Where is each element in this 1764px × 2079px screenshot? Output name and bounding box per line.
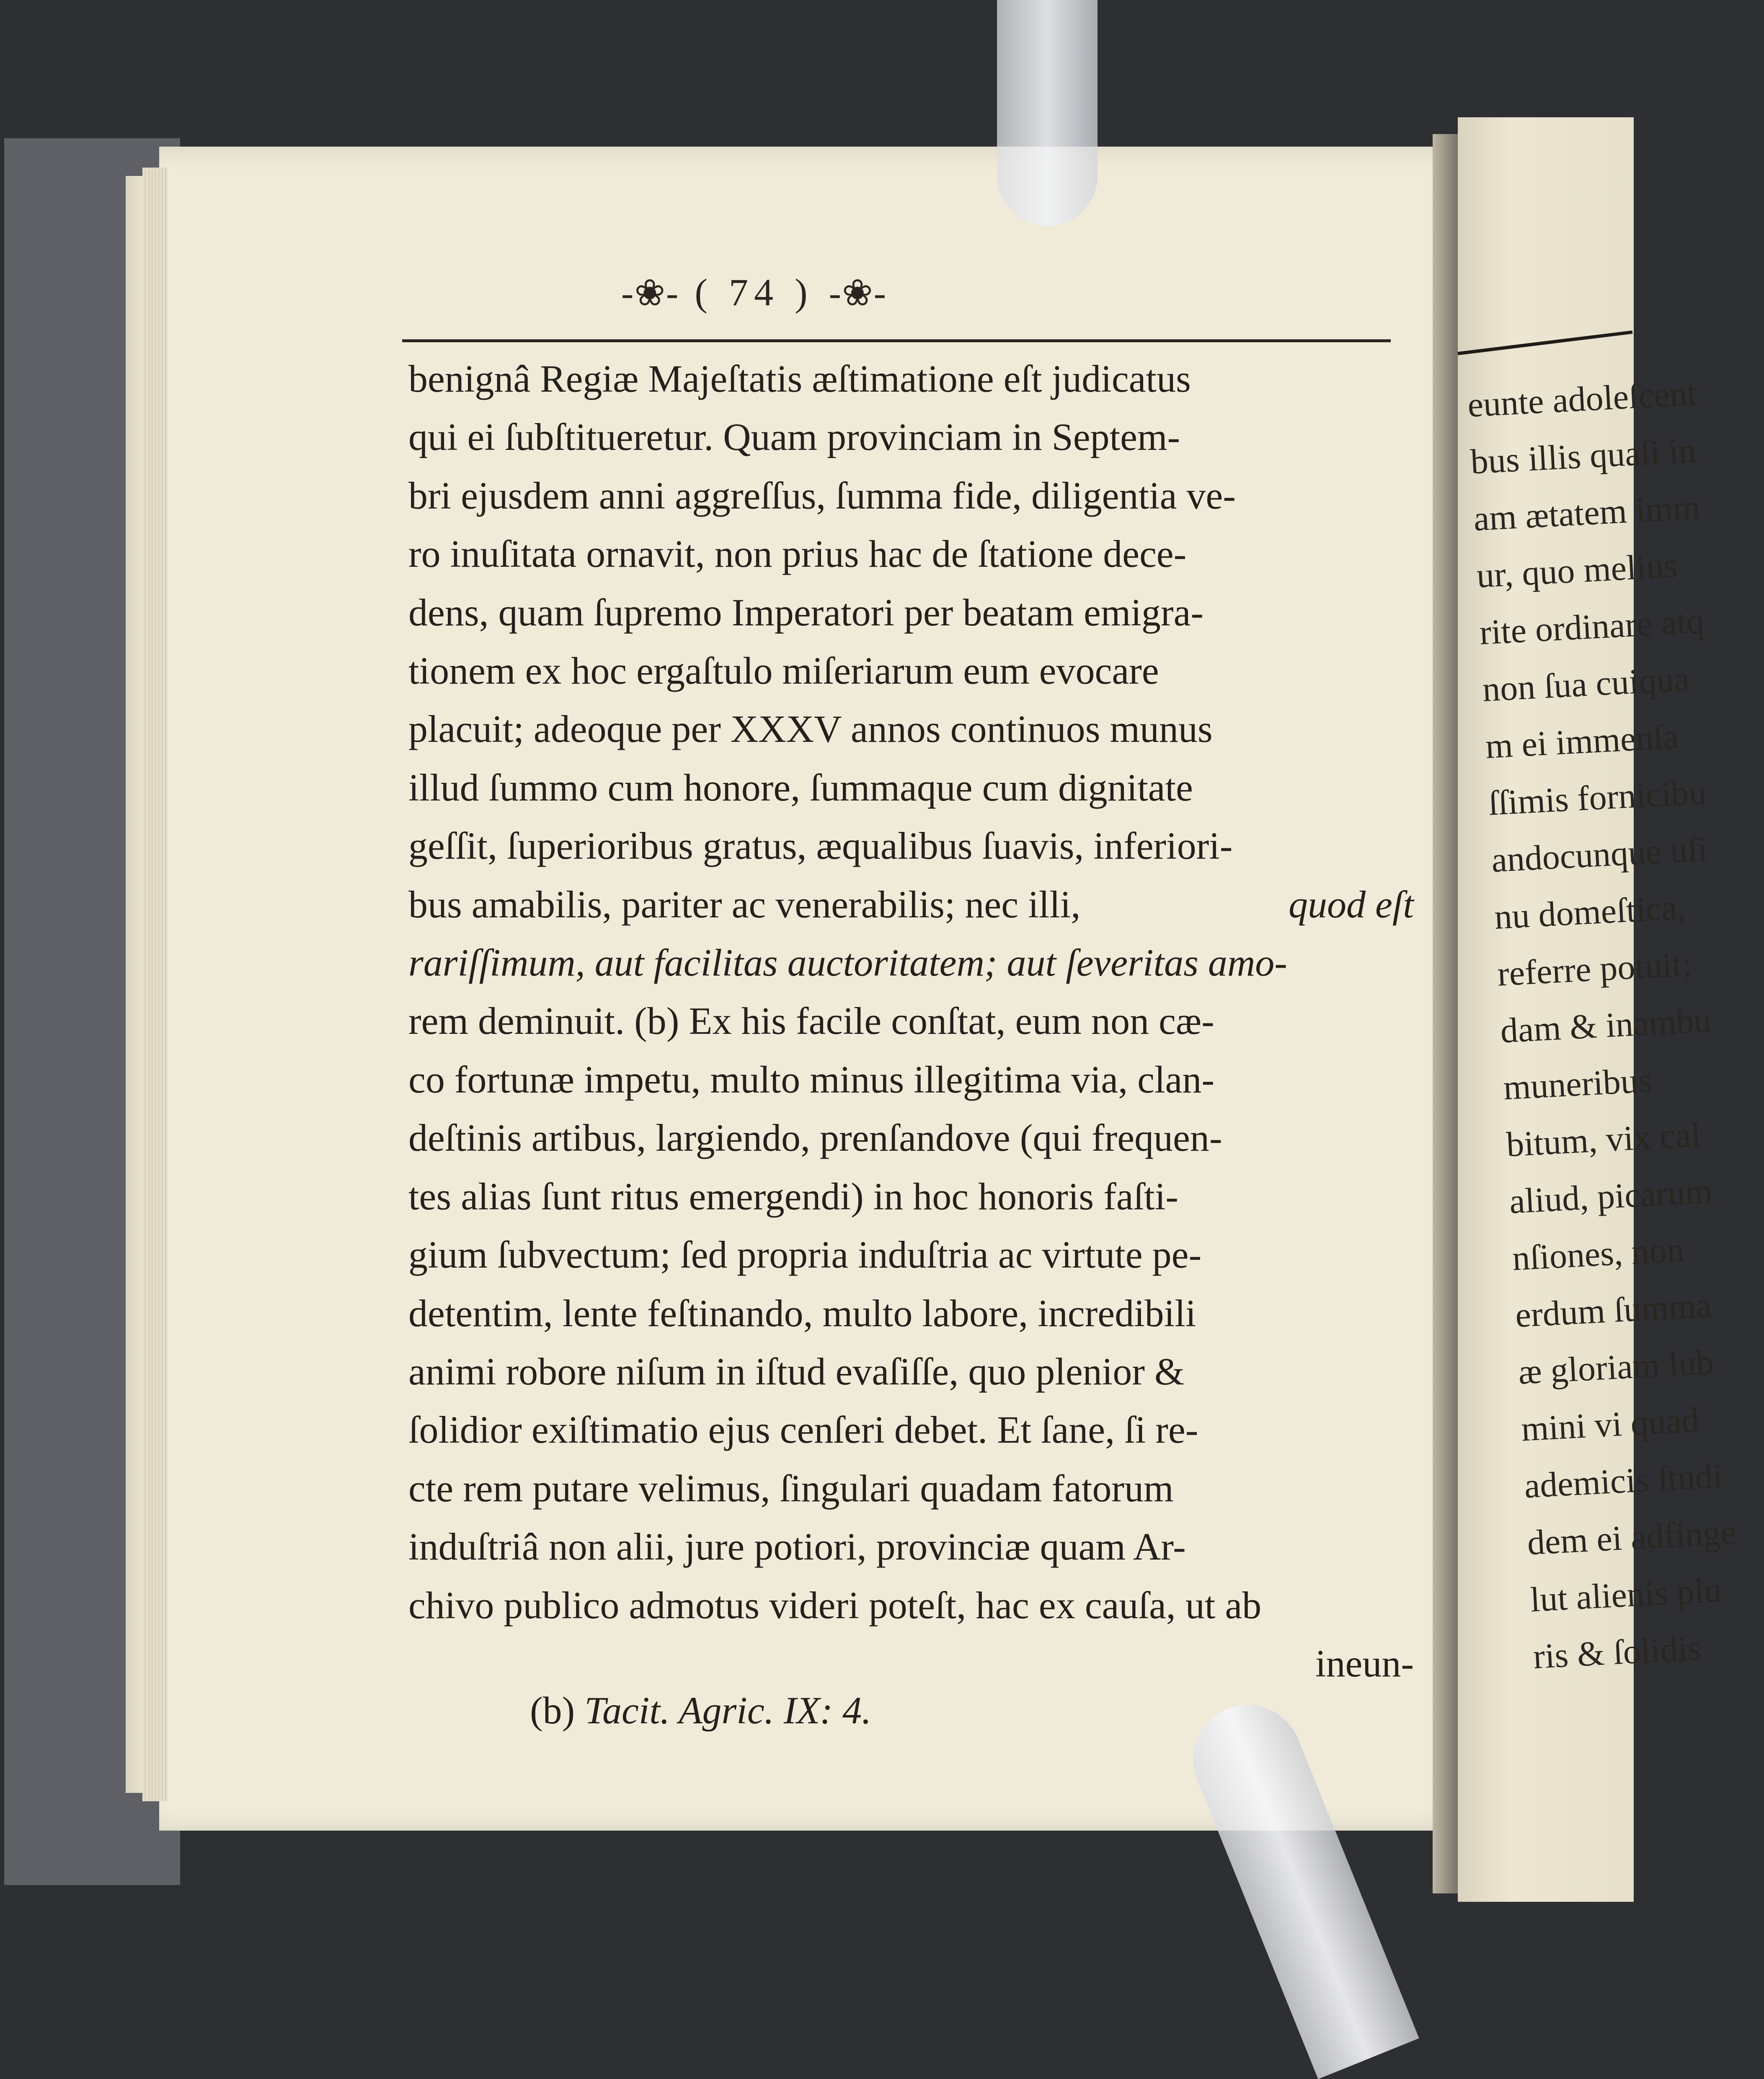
text-line: rem deminuit. (b) Ex his facile conſtat, eum non cæ- bbox=[408, 999, 1214, 1043]
ornament-right: -❀- bbox=[829, 273, 887, 314]
text-line: cte rem putare velimus, ſingulari quadam fatorum bbox=[408, 1467, 1174, 1510]
facing-line: eunte adoleſcent bbox=[1467, 374, 1698, 425]
facing-page-text bbox=[1466, 368, 1737, 1686]
text-line: co fortunæ impetu, multo minus illegitima via, clan- bbox=[408, 1058, 1215, 1101]
text-line: gium ſubvectum; ſed propria induſtria ac virtute pe- bbox=[408, 1233, 1202, 1276]
header-rule bbox=[402, 339, 1391, 342]
facing-line: dem ei adfinge bbox=[1526, 1513, 1737, 1563]
text-line: tionem ex hoc ergaſtulo miſeriarum eum evocare bbox=[408, 649, 1159, 692]
text-line: detentim, lente feſtinando, multo labore, incredibili bbox=[408, 1291, 1196, 1335]
text-line: ſolidior exiſtimatio ejus cenſeri debet. Et ſane, ſi re- bbox=[408, 1408, 1198, 1451]
text-line: dens, quam ſupremo Imperatori per beatam emigra- bbox=[408, 591, 1204, 634]
footnote-reference: Tacit. Agric. IX: 4. bbox=[584, 1689, 872, 1732]
facing-line: ris & ſolidis bbox=[1532, 1628, 1702, 1676]
facing-line: ur, quo melius bbox=[1475, 546, 1679, 596]
facing-line: ademicis ſtudi bbox=[1523, 1456, 1724, 1506]
text-line: illud ſummo cum honore, ſummaque cum dignitate bbox=[408, 766, 1193, 809]
text-line-with-italic bbox=[408, 876, 1414, 934]
facing-line: non ſua cuiqua bbox=[1481, 659, 1691, 709]
footnote-marker: (b) bbox=[530, 1689, 575, 1732]
facing-line: mini vi quad bbox=[1520, 1400, 1700, 1449]
italic-line bbox=[408, 934, 1414, 992]
facing-page bbox=[1458, 117, 1737, 1902]
facing-page-rule bbox=[1458, 331, 1633, 355]
text-line: placuit; adeoque per XXXV annos continuos munus bbox=[408, 708, 1213, 751]
facing-line: dam & inambu bbox=[1499, 1000, 1712, 1051]
catchword: ineun- bbox=[1315, 1642, 1414, 1685]
italic-quote-start: quod eſt bbox=[1289, 883, 1414, 926]
facing-line: bitum, vix cal bbox=[1505, 1115, 1702, 1165]
text-line: tes alias ſunt ritus emergendi) in hoc honoris faſti- bbox=[408, 1175, 1178, 1218]
italic-text: rariſſimum, aut facilitas auctoritatem; aut ſeveritas amo- bbox=[408, 941, 1287, 984]
facing-line: nu domeſtica, bbox=[1493, 888, 1687, 937]
text-line: geſſit, ſuperioribus gratus, æqualibus ſuavis, inferiori- bbox=[408, 824, 1233, 868]
text-line: qui ei ſubſtitueretur. Quam provinciam in Septem- bbox=[408, 416, 1180, 459]
page-clip-top bbox=[997, 0, 1098, 226]
facing-line: muneribus bbox=[1502, 1061, 1653, 1108]
text-line: ro inuſitata ornavit, non prius hac de ſtatione dece- bbox=[408, 532, 1187, 576]
facing-line: andocunque uſi bbox=[1490, 829, 1708, 880]
facing-line: rite ordinare atq bbox=[1478, 602, 1705, 653]
text-line-roman: bus amabilis, pariter ac venerabilis; nec illi, bbox=[408, 883, 1081, 926]
facing-line: ſſimis fornicibu bbox=[1487, 772, 1707, 823]
facing-line: referre potuit; bbox=[1496, 944, 1693, 994]
ornament-left: -❀- bbox=[621, 273, 679, 314]
text-line: bri ejusdem anni aggreſſus, ſumma fide, diligentia ve- bbox=[408, 474, 1236, 517]
facing-line: am ætatem imm bbox=[1472, 488, 1701, 539]
facing-line: m ei immenſa bbox=[1484, 717, 1680, 766]
text-line: deſtinis artibus, largiendo, prenſandove (qui frequen- bbox=[408, 1116, 1222, 1160]
footnote bbox=[530, 1688, 1200, 1733]
body-text bbox=[408, 350, 1414, 1693]
text-line: chivo publico admotus videri poteſt, hac ex cauſa, ut ab bbox=[408, 1583, 1262, 1627]
page-number: ( 74 ) bbox=[695, 271, 814, 314]
facing-line: erdum ſumma bbox=[1514, 1286, 1713, 1335]
page-header bbox=[419, 270, 1089, 333]
facing-line: lut alienis plu bbox=[1529, 1570, 1723, 1619]
facing-line: aliud, picarum bbox=[1508, 1171, 1714, 1222]
text-line: induſtriâ non alii, jure potiori, provinciæ quam Ar- bbox=[408, 1525, 1186, 1568]
facing-line: bus illis quaſi in bbox=[1470, 431, 1697, 482]
text-line: benignâ Regiæ Majeſtatis æſtimatione eſt judicatus bbox=[408, 357, 1191, 400]
page-stack-edge bbox=[142, 168, 168, 1801]
facing-line: nſiones, non bbox=[1511, 1230, 1685, 1278]
text-line: animi robore niſum in iſtud evaſiſſe, quo plenior & bbox=[408, 1350, 1185, 1393]
facing-line: æ gloriam lub bbox=[1517, 1343, 1715, 1392]
